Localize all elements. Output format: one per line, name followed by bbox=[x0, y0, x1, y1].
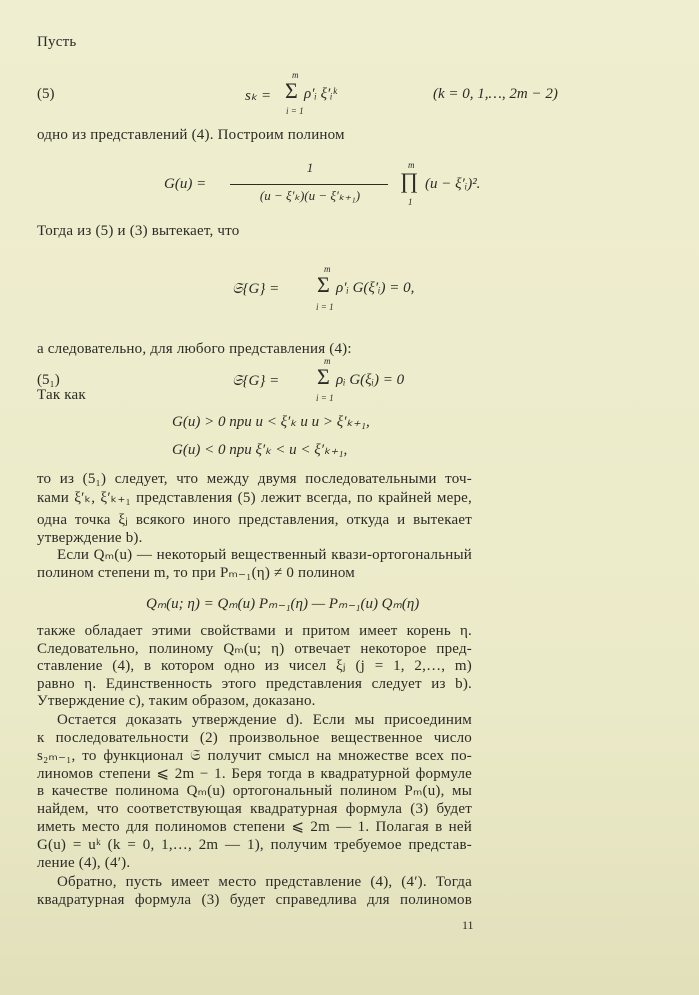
text-line: также обладает этими свойствами и притом имеет корень η. bbox=[37, 623, 472, 639]
text-line: Тогда из (5) и (3) вытекает, что bbox=[37, 223, 240, 239]
text-line: одно из представлений (4). Построим полином bbox=[37, 127, 345, 143]
text-line: Так как bbox=[37, 387, 86, 403]
text-line: Следовательно, полиному Qₘ(u; η) отвечает некоторое пред- bbox=[37, 641, 472, 657]
fraction-denominator: (u − ξ′ₖ)(u − ξ′ₖ₊₁) bbox=[259, 188, 361, 203]
sum-lower-limit: i = 1 bbox=[316, 302, 334, 312]
equation-condition: (k = 0, 1,…, 2m − 2) bbox=[433, 86, 558, 102]
product-sign: ∏ bbox=[400, 168, 419, 193]
equation-rhs: ρ′ᵢ G(ξ′ᵢ) = 0, bbox=[336, 280, 415, 296]
text-line: в качестве полинома Qₘ(u) ортогональный полином Pₘ(u), мы bbox=[37, 783, 472, 799]
equation-label: (5) bbox=[37, 86, 55, 102]
text-line: Пусть bbox=[37, 34, 77, 50]
fraction-bar bbox=[230, 184, 388, 185]
sum-lower-limit: i = 1 bbox=[316, 393, 334, 403]
equation-lhs: G(u) = bbox=[164, 176, 207, 192]
text-line: одна точка ξⱼ всякого иного представления, откуда и вытекает bbox=[37, 512, 472, 528]
sum-sign: Σ bbox=[317, 272, 330, 297]
equation-label: (5₁) bbox=[37, 372, 60, 388]
page-number: 11 bbox=[462, 918, 474, 932]
equation-lhs: 𝔖{G} = bbox=[232, 281, 280, 297]
text-line: к последовательности (2) произвольное вещественное число bbox=[37, 730, 472, 746]
text-line: а следовательно, для любого представления (4): bbox=[37, 341, 352, 357]
text-line: Остается доказать утверждение d). Если мы присоединим bbox=[57, 712, 472, 728]
text-line: то из (5₁) следует, что между двумя последовательными точ- bbox=[37, 471, 472, 487]
text-line: Обратно, пусть имеет место представление (4), (4′). Тогда bbox=[57, 874, 472, 890]
text-line: полином степени m, то при Pₘ₋₁(η) ≠ 0 полином bbox=[37, 565, 355, 581]
equation-Q: Qₘ(u; η) = Qₘ(u) Pₘ₋₁(η) — Pₘ₋₁(u) Qₘ(η) bbox=[146, 596, 420, 612]
text-line: найдем, что соответствующая квадратурная формула (3) будет bbox=[37, 801, 472, 817]
equation-lhs: 𝔖{G} = bbox=[232, 373, 280, 389]
equation-rhs: (u − ξ′ᵢ)². bbox=[425, 176, 481, 192]
text-line: s₂ₘ₋₁, то функционал 𝔖 получит смысл на множестве всех по- bbox=[37, 748, 472, 764]
text-line: иметь место для полиномов степени ⩽ 2m — 1. Полагая в ней bbox=[37, 819, 472, 835]
fraction-numerator: 1 bbox=[306, 160, 314, 175]
text-line: равно η. Единственность этого представления следует из b). bbox=[37, 676, 472, 692]
sum-upper-limit: m bbox=[292, 70, 299, 80]
equation-rhs: ρᵢ G(ξᵢ) = 0 bbox=[336, 372, 405, 388]
text-line: ставление (4), в котором одно из чисел ξⱼ (j = 1, 2,…, m) bbox=[37, 658, 472, 674]
equation-rhs: ρ′ᵢ ξ′ᵢᵏ bbox=[304, 86, 337, 102]
equation-lhs: sₖ = bbox=[245, 88, 272, 104]
sum-upper-limit: m bbox=[324, 264, 331, 274]
product-lower-limit: 1 bbox=[408, 197, 413, 207]
text-line: ками ξ′ₖ, ξ′ₖ₊₁ представления (5) лежит всегда, по крайней мере, bbox=[37, 490, 472, 506]
sum-sign: Σ bbox=[317, 364, 330, 389]
text-line: квадратурная формула (3) будет справедлива для полиномов bbox=[37, 892, 472, 908]
text-line: утверждение b). bbox=[37, 530, 143, 546]
text-line: линомов степени ⩽ 2m − 1. Беря тогда в квадратурной формуле bbox=[37, 766, 472, 782]
sum-sign: Σ bbox=[285, 78, 298, 103]
sum-lower-limit: i = 1 bbox=[286, 106, 304, 116]
inequality-positive: G(u) > 0 при u < ξ′ₖ и u > ξ′ₖ₊₁, bbox=[172, 414, 370, 430]
inequality-negative: G(u) < 0 при ξ′ₖ < u < ξ′ₖ₊₁, bbox=[172, 442, 348, 458]
text-line: ление (4), (4′). bbox=[37, 855, 131, 871]
text-line: G(u) = uᵏ (k = 0, 1,…, 2m — 1), получим требуемое представ- bbox=[37, 837, 472, 853]
text-line: Если Qₘ(u) — некоторый вещественный квази-ортогональный bbox=[57, 547, 472, 563]
sum-upper-limit: m bbox=[324, 356, 331, 366]
product-upper-limit: m bbox=[408, 160, 415, 170]
text-line: Утверждение c), таким образом, доказано. bbox=[37, 693, 316, 709]
